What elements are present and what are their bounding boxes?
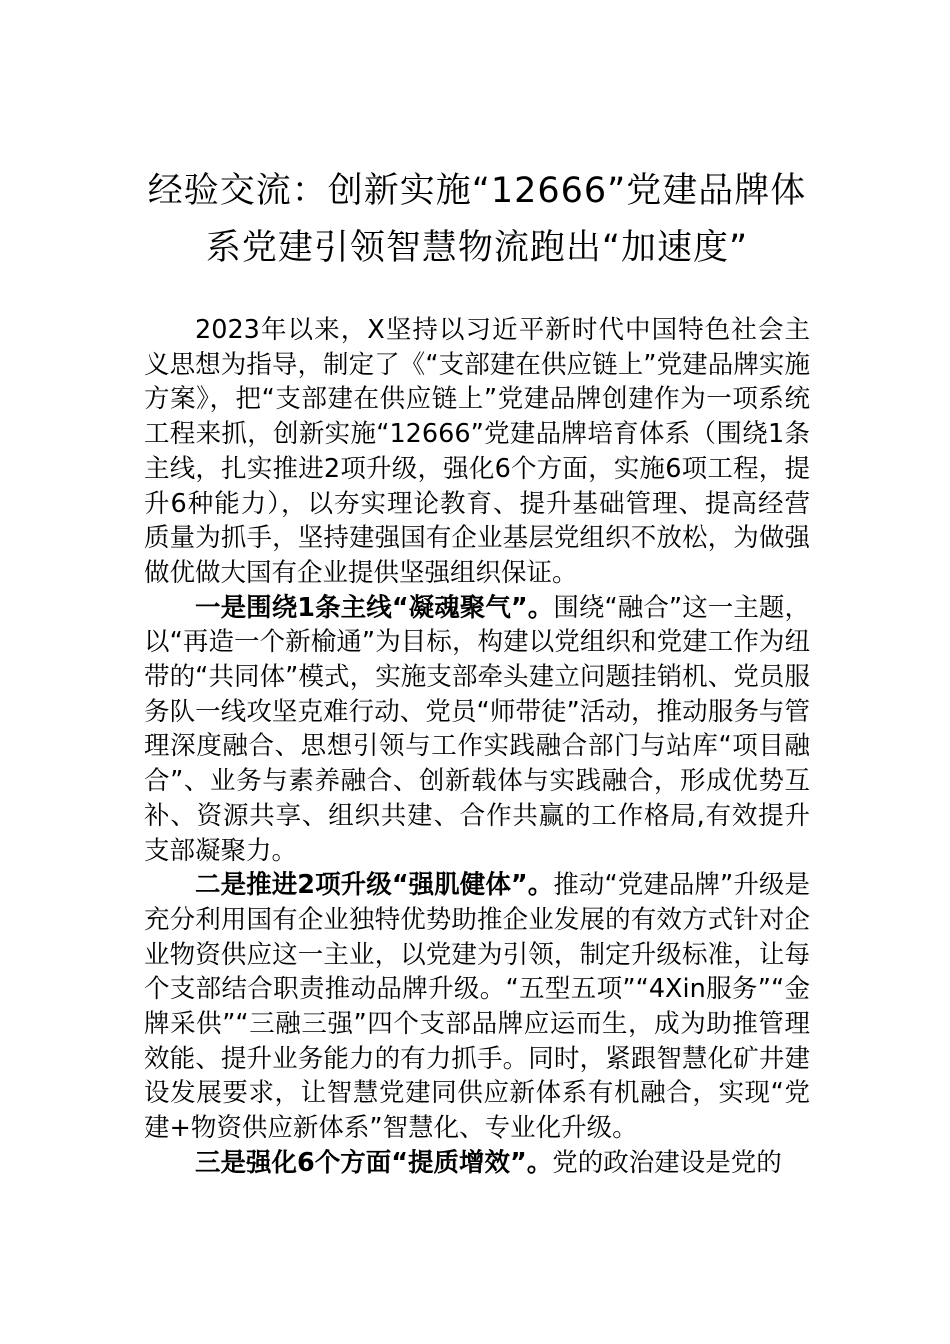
title-line-1: 经验交流：创新实施“12666”党建品牌体 [147, 171, 807, 211]
document-title [144, 163, 810, 277]
paragraph-lead: 二是推进2项升级“强肌健体”。 [195, 870, 554, 901]
paragraph-point-2 [144, 868, 810, 1146]
paragraph-lead: 一是围绕1条主线“凝魂聚气”。 [195, 592, 554, 623]
paragraph-intro [144, 313, 810, 591]
paragraph-text: 围绕“融合”这一主题，以“再造一个新榆通”为目标，构建以党组织和党建工作为纽带的“共同体”模式，实施支部牵头建立问题挂销机、党员服务队一线攻坚克难行动、党员“师带徒”活动，推动服务与管理深度融合、思想引领与工作实践融合部门与站库“项目融合”、业务与素养融合、创新载体与实践融合，形成优势互补、资源共享、组织共建、合作共赢的工作格局,有效提升支部凝聚力。 [144, 592, 810, 866]
document-body [144, 313, 810, 1181]
paragraph-lead: 三是强化6个方面“提质增效”。 [195, 1147, 553, 1178]
paragraph-text: 推动“党建品牌”升级是充分利用国有企业独特优势助推企业发展的有效方式针对企业物资供应这一主业，以党建为引领，制定升级标准，让每个支部结合职责推动品牌升级。“五型五项”“4Xin服务”“金牌采供”“三融三强”四个支部品牌应运而生，成为助推管理效能、提升业务能力的有力抓手。同时，紧跟智慧化矿井建设发展要求，让智慧党建同供应新体系有机融合，实现“党建+物资供应新体系”智慧化、专业化升级。 [144, 870, 810, 1144]
paragraph-point-1 [144, 591, 810, 869]
title-line-2: 系党建引领智慧物流跑出“加速度” [205, 228, 749, 268]
document-page [144, 163, 810, 1181]
paragraph-text: 2023年以来，X坚持以习近平新时代中国特色社会主义思想为指导，制定了《“支部建在供应链上”党建品牌实施方案》，把“支部建在供应链上”党建品牌创建作为一项系统工程来抓，创新实施“12666”党建品牌培育体系（围绕1条主线，扎实推进2项升级，强化6个方面，实施6项工程，提升6种能力），以夯实理论教育、提升基础管理、提高经营质量为抓手，坚持建强国有企业基层党组织不放松，为做强做优做大国有企业提供坚强组织保证。 [144, 315, 810, 588]
paragraph-point-3 [144, 1146, 810, 1181]
paragraph-text: 党的政治建设是党的 [552, 1147, 782, 1178]
